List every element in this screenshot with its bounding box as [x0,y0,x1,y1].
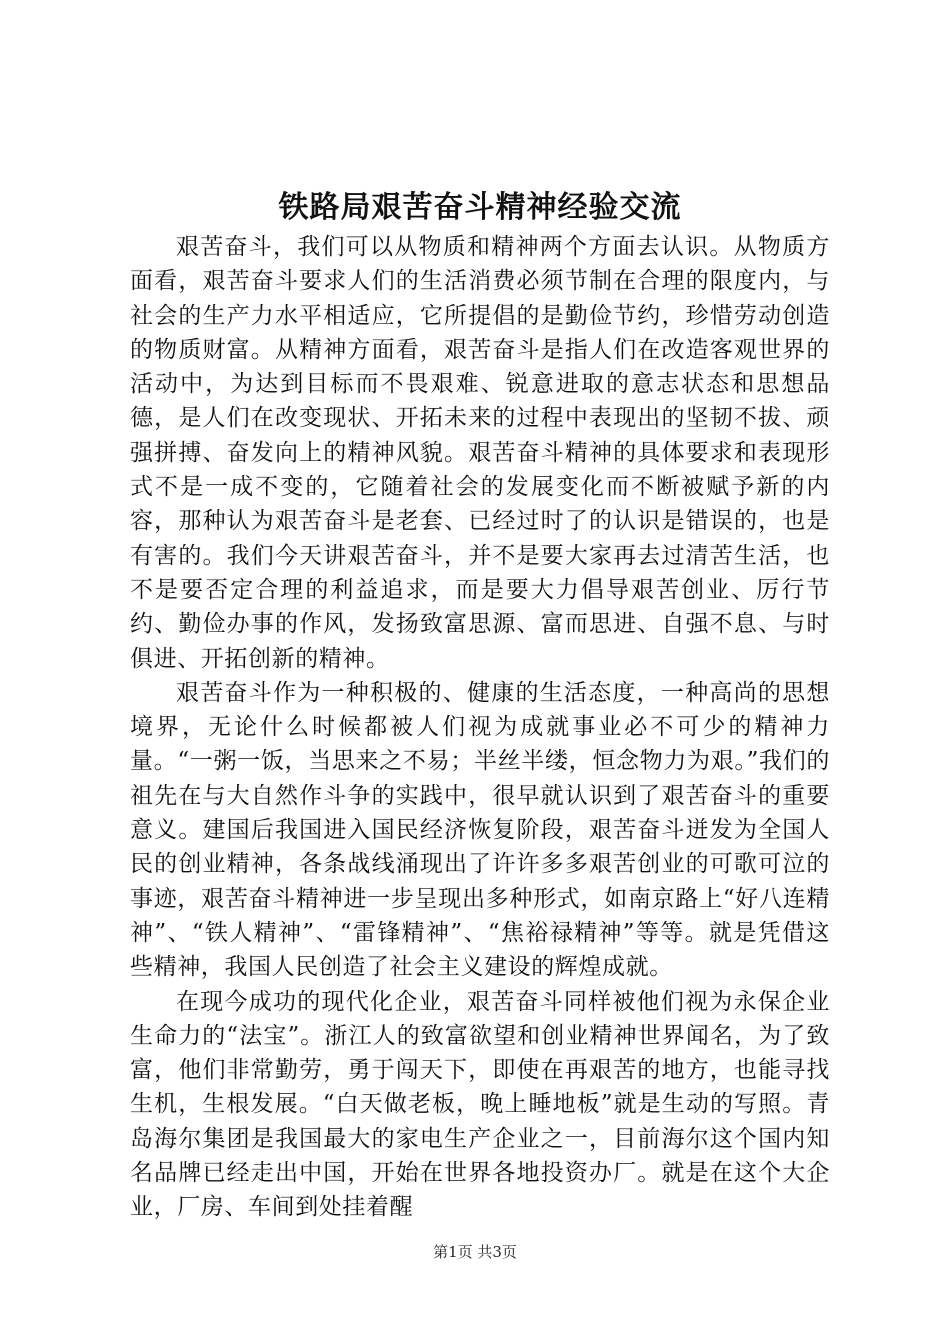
page-total: 共3页 [477,1243,517,1261]
paragraph-1: 艰苦奋斗，我们可以从物质和精神两个方面去认识。从物质方面看，艰苦奋斗要求人们的生活消费必须节制在合理的限度内，与社会的生产力水平相适应，它所提倡的是勤俭节约，珍惜劳动创造的物质财富。从精神方面看，艰苦奋斗是指人们在改造客观世界的活动中，为达到目标而不畏艰难、锐意进取的意志状态和思想品德，是人们在改变现状、开拓未来的过程中表现出的坚韧不拔、顽强拼搏、奋发向上的精神风貌。艰苦奋斗精神的具体要求和表现形式不是一成不变的，它随着社会的发展变化而不断被赋予新的内容，那种认为艰苦奋斗是老套、已经过时了的认识是错误的，也是有害的。我们今天讲艰苦奋斗，并不是要大家再去过清苦生活，也不是要否定合理的利益追求，而是要大力倡导艰苦创业、厉行节约、勤俭办事的作风，发扬致富思源、富而思进、自强不息、与时俱进、开拓创新的精神。 [130,234,830,672]
paragraph-2: 艰苦奋斗作为一种积极的、健康的生活态度，一种高尚的思想境界，无论什么时候都被人们视为成就事业必不可少的精神力量。“一粥一饭，当思来之不易；半丝半缕，恒念物力为艰。”我们的祖先在与大自然作斗争的实践中，很早就认识到了艰苦奋斗的重要意义。建国后我国进入国民经济恢复阶段，艰苦奋斗迸发为全国人民的创业精神，各条战线涌现出了许许多多艰苦创业的可歌可泣的事迹，艰苦奋斗精神进一步呈现出多种形式，如南京路上“好八连精神”、“铁人精神”、“雷锋精神”、“焦裕禄精神”等等。就是凭借这些精神，我国人民创造了社会主义建设的辉煌成就。 [130,679,830,981]
document-body [130,230,830,1225]
paragraph-3: 在现今成功的现代化企业，艰苦奋斗同样被他们视为永保企业生命力的“法宝”。浙江人的致富欲望和创业精神世界闻名，为了致富，他们非常勤劳，勇于闯天下，即使在再艰苦的地方，也能寻找生机，生根发展。“白天做老板，晚上睡地板”就是生动的写照。青岛海尔集团是我国最大的家电生产企业之一，目前海尔这个国内知名品牌已经走出中国，开始在世界各地投资办厂。就是在这个大企业，厂房、车间到处挂着醒 [130,988,830,1221]
document-title: 铁路局艰苦奋斗精神经验交流 [278,190,682,225]
page-number: 第1页 [433,1243,473,1261]
page-footer [0,1242,950,1262]
